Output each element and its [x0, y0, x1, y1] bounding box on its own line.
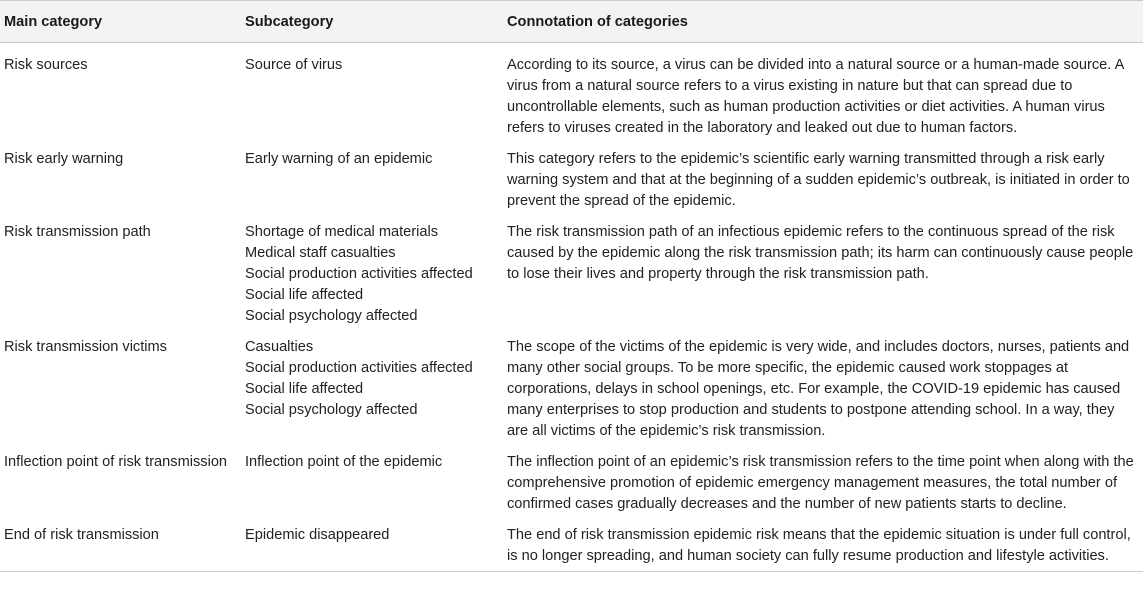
- connotation-cell: According to its source, a virus can be divided into a natural source or a human-made source. A virus from a natural source refers to a virus existing in nature but that can spread due to uncontrollable elements, such as human production activities or diet activities. A human virus refers to viruses created in the laboratory and leaked out due to human factors.: [507, 57, 1124, 136]
- table-header-row: [0, 1, 1143, 43]
- subcategory-item: Social psychology affected: [245, 308, 418, 324]
- table-row: [0, 222, 1143, 337]
- table-row: [0, 525, 1143, 572]
- subcategory-item: Social life affected: [245, 287, 364, 303]
- main-category-cell: Risk early warning: [4, 151, 124, 167]
- table-row: [0, 149, 1143, 222]
- table-row: [0, 337, 1143, 452]
- subcategory-cell: [241, 222, 503, 337]
- subcategory-item: Social psychology affected: [245, 402, 418, 418]
- subcategory-item: Epidemic disappeared: [245, 527, 390, 543]
- subcategory-cell: [241, 43, 503, 150]
- main-category-cell: Risk transmission victims: [4, 339, 167, 355]
- subcategory-item: Inflection point of the epidemic: [245, 454, 443, 470]
- subcategory-item: Social production activities affected: [245, 266, 473, 282]
- subcategory-cell: [241, 337, 503, 452]
- connotation-cell: The risk transmission path of an infectious epidemic refers to the continuous spread of the risk caused by the epidemic along the risk transmission path; its harm can continuously cause people to lose their lives and property through the risk transmission path.: [507, 224, 1134, 282]
- subcategory-item: Social life affected: [245, 381, 364, 397]
- main-category-cell: Inflection point of risk transmission: [4, 454, 228, 470]
- main-category-cell: Risk sources: [4, 57, 88, 73]
- connotation-cell: The end of risk transmission epidemic risk means that the epidemic situation is under full control, is no longer spreading, and human society can fully resume production and lifestyle activities.: [503, 525, 1143, 572]
- table-row: [0, 43, 1143, 150]
- subcategory-item: Source of virus: [245, 57, 343, 73]
- main-category-cell: End of risk transmission: [0, 525, 241, 572]
- header-connotation: Connotation of categories: [503, 1, 1143, 43]
- subcategory-cell: [241, 525, 503, 572]
- header-main-category: Main category: [0, 1, 241, 43]
- subcategory-item: Shortage of medical materials: [245, 224, 439, 240]
- subcategory-item: Casualties: [245, 339, 314, 355]
- connotation-cell: This category refers to the epidemic’s scientific early warning transmitted through a risk early warning system and that at the beginning of a sudden epidemic’s outbreak, is initiated in order to prevent the spread of the epidemic.: [507, 151, 1130, 209]
- subcategory-item: Early warning of an epidemic: [245, 151, 433, 167]
- subcategory-cell: [241, 149, 503, 222]
- subcategory-item: Social production activities affected: [245, 360, 473, 376]
- main-category-cell: Risk transmission path: [4, 224, 151, 240]
- header-subcategory: Subcategory: [241, 1, 503, 43]
- connotation-cell: The scope of the victims of the epidemic is very wide, and includes doctors, nurses, patients and many other social groups. To be more specific, the epidemic caused work stoppages at corporations, delays in school openings, etc. For example, the COVID-19 epidemic has caused many enterprises to stop production and students to postpone attending school. In a way, they are all victims of the epidemic’s risk transmission.: [507, 339, 1130, 439]
- subcategory-cell: [241, 452, 503, 525]
- connotation-cell: The inflection point of an epidemic’s risk transmission refers to the time point when along with the comprehensive promotion of epidemic emergency management measures, the total number of confirmed cases gradually decreases and the number of new patients starts to decline.: [507, 454, 1134, 512]
- subcategory-item: Medical staff casualties: [245, 245, 396, 261]
- table-row: [0, 452, 1143, 525]
